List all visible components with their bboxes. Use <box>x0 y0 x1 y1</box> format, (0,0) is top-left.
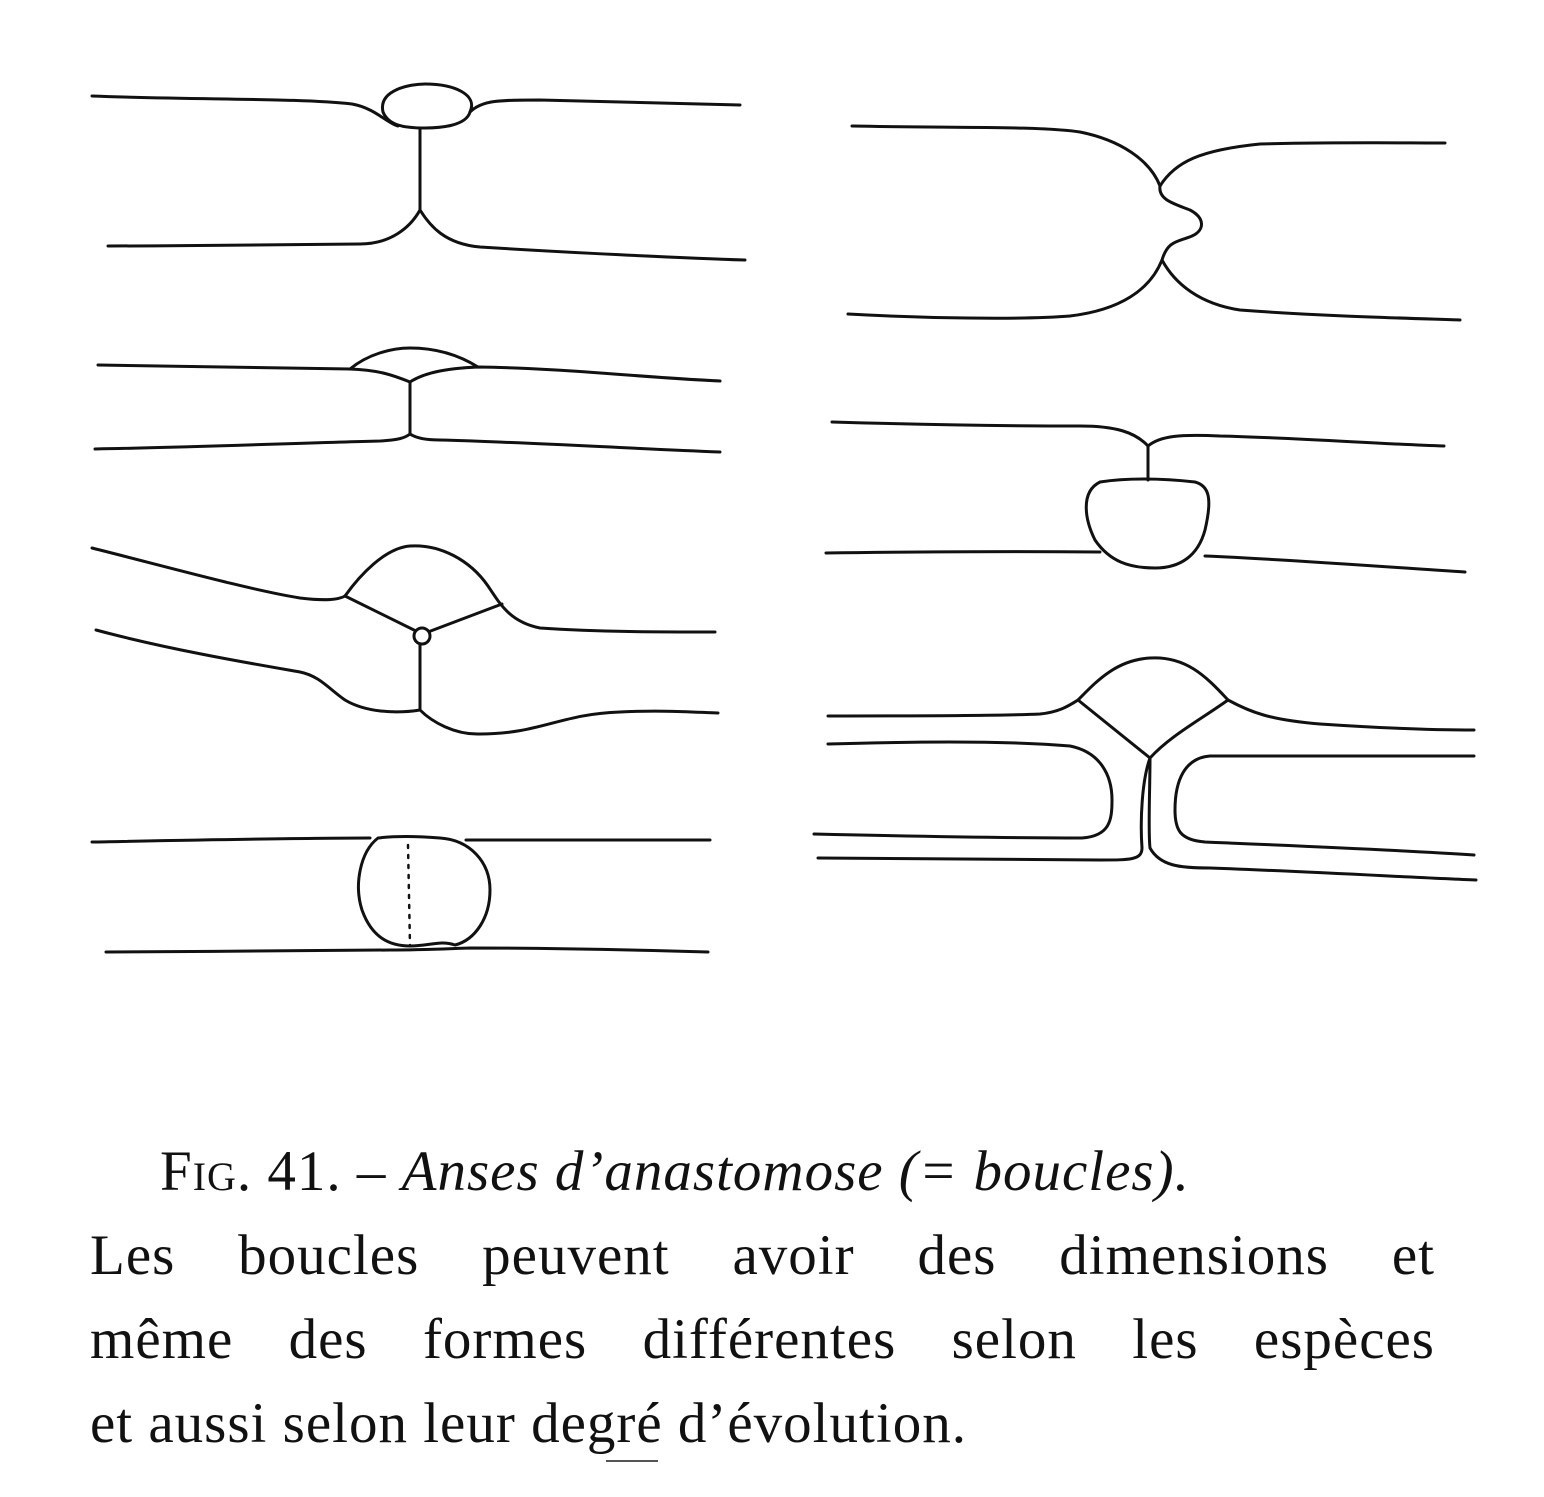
caption-line-3: et aussi selon leur degré d’évolution. <box>90 1392 967 1455</box>
caption-title-line <box>90 1130 1450 1214</box>
clamp-drawing-left-1 <box>92 84 745 260</box>
clamp-drawing-right-2 <box>826 422 1465 572</box>
caption-line-2: même des formes différentes selon les espèces <box>90 1308 1435 1371</box>
caption-dash: – <box>356 1140 387 1203</box>
bottom-rule-divider <box>606 1460 658 1462</box>
clamp-drawing-right-1 <box>848 126 1460 320</box>
clamp-drawing-right-3 <box>814 658 1476 880</box>
figure-caption <box>90 1130 1450 1466</box>
caption-title: Anses d’anastomose (= boucles). <box>401 1140 1190 1203</box>
caption-line-1: Les boucles peuvent avoir des dimensions et <box>90 1224 1435 1287</box>
clamp-drawing-left-3 <box>92 546 718 734</box>
clamp-drawing-left-4 <box>92 837 710 953</box>
figure-number: Fig. 41. <box>160 1140 342 1203</box>
clamp-drawing-left-2 <box>95 348 720 452</box>
